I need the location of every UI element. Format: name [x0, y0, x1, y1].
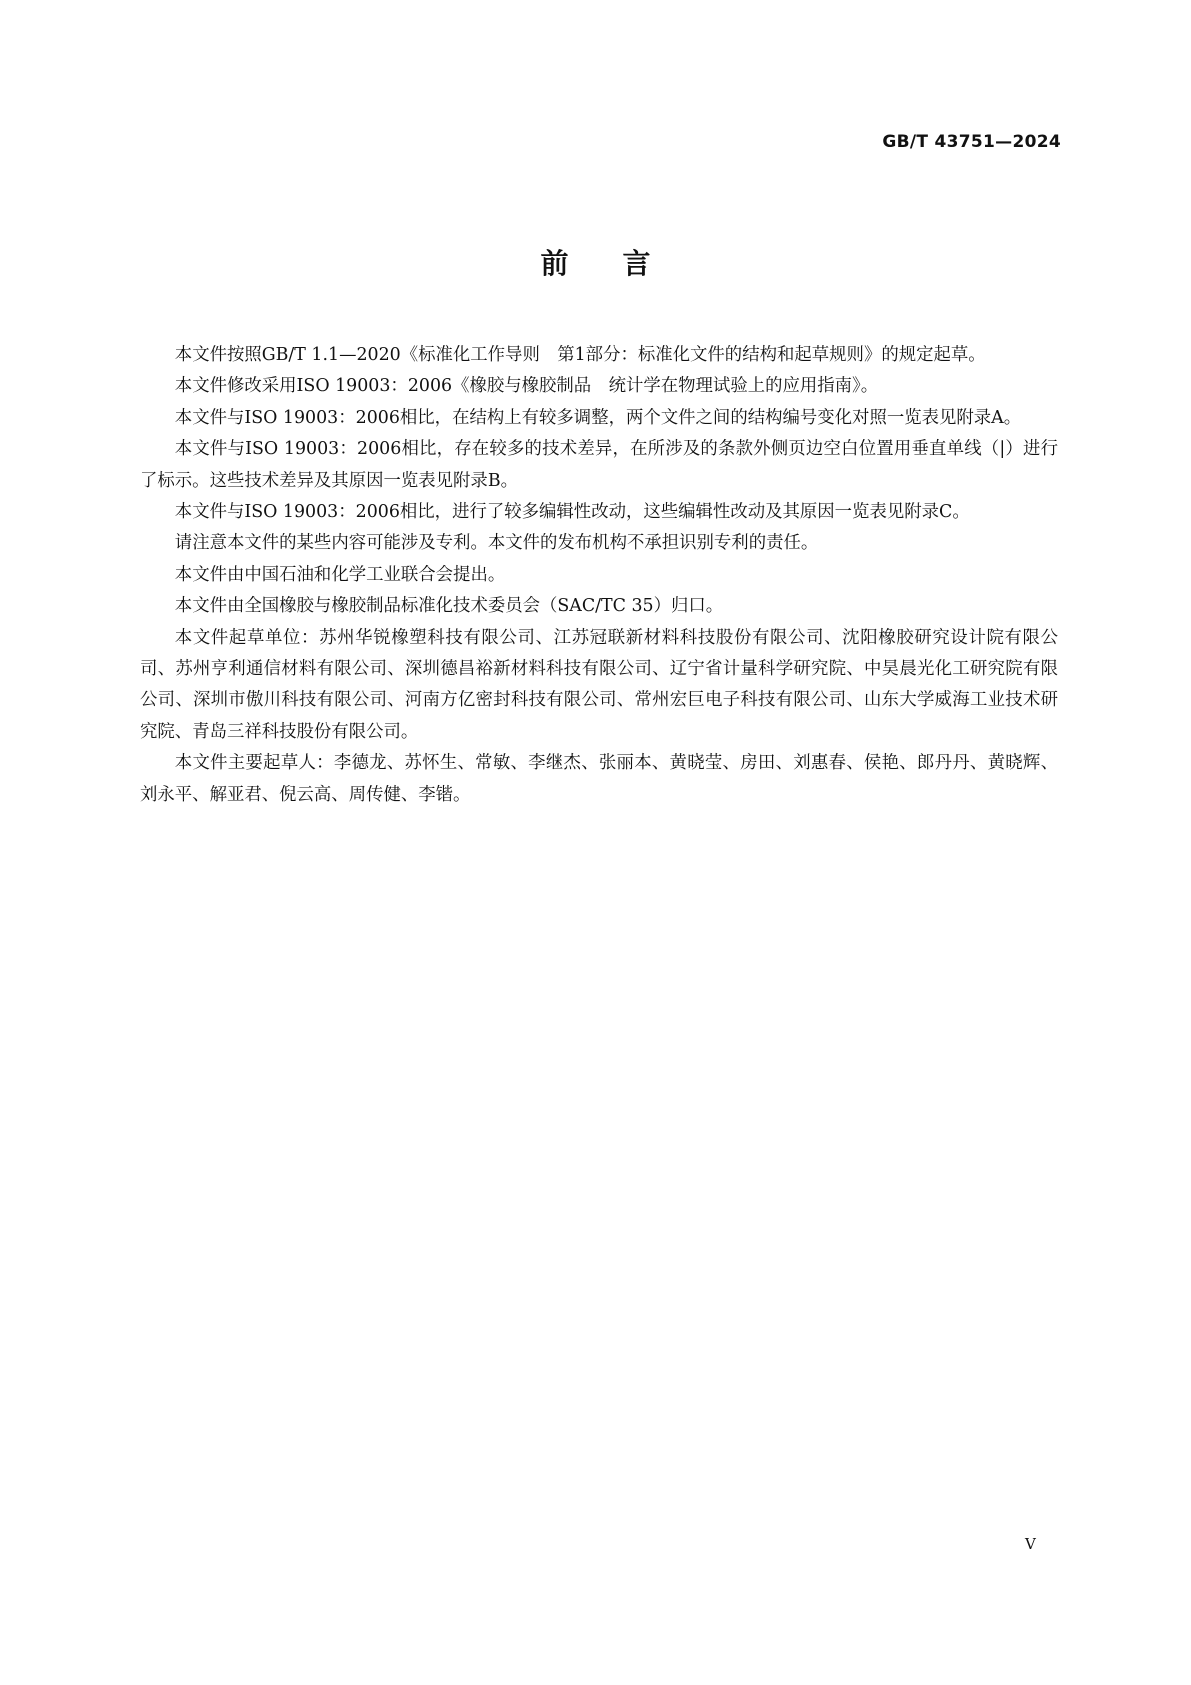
paragraph-adoption: 本文件修改采用ISO 19003：2006《橡胶与橡胶制品 统计学在物理试验上的应用指南》。	[174, 376, 879, 397]
document-code: GB/T 43751—2024	[882, 132, 1061, 152]
paragraph-editorial-changes: 本文件与ISO 19003：2006相比，进行了较多编辑性改动，这些编辑性改动及其原因一览表见附录C。	[174, 502, 970, 523]
page-number: V	[1025, 1535, 1036, 1553]
page-title: 前言	[540, 247, 705, 280]
paragraph-drafting-rules: 本文件按照GB/T 1.1—2020《标准化工作导则 第1部分：标准化文件的结构和起草规则》的规定起草。	[174, 345, 986, 365]
paragraph-drafters: 本文件主要起草人：李德龙、苏怀生、常敏、李继杰、张丽本、黄晓莹、房田、刘惠春、侯艳、郎丹丹、黄晓辉、刘永平、解亚君、倪云高、周传健、李锴。	[140, 753, 1058, 805]
paragraph-committee: 本文件由全国橡胶与橡胶制品标准化技术委员会（SAC/TC 35）归口。	[174, 596, 724, 617]
foreword-body	[140, 340, 1058, 811]
paragraph-technical-differences: 本文件与ISO 19003：2006相比，存在较多的技术差异，在所涉及的条款外侧页边空白位置用垂直单线（|）进行了标示。这些技术差异及其原因一览表见附录B。	[140, 439, 1058, 491]
paragraph-drafting-units: 本文件起草单位：苏州华锐橡塑科技有限公司、江苏冠联新材料科技股份有限公司、沈阳橡胶研究设计院有限公司、苏州亨利通信材料有限公司、深圳德昌裕新材料科技有限公司、辽宁省计量科学研究院、中昊晨光化工研究院有限公司、深圳市傲川科技有限公司、河南方亿密封科技有限公司、常州宏巨电子科技有限公司、山东大学威海工业技术研究院、青岛三祥科技股份有限公司。	[140, 627, 1058, 742]
paragraph-proposer: 本文件由中国石油和化学工业联合会提出。	[174, 564, 506, 585]
paragraph-patent-notice: 请注意本文件的某些内容可能涉及专利。本文件的发布机构不承担识别专利的责任。	[174, 533, 819, 554]
paragraph-structure-changes: 本文件与ISO 19003：2006相比，在结构上有较多调整，两个文件之间的结构编号变化对照一览表见附录A。	[174, 407, 1022, 428]
